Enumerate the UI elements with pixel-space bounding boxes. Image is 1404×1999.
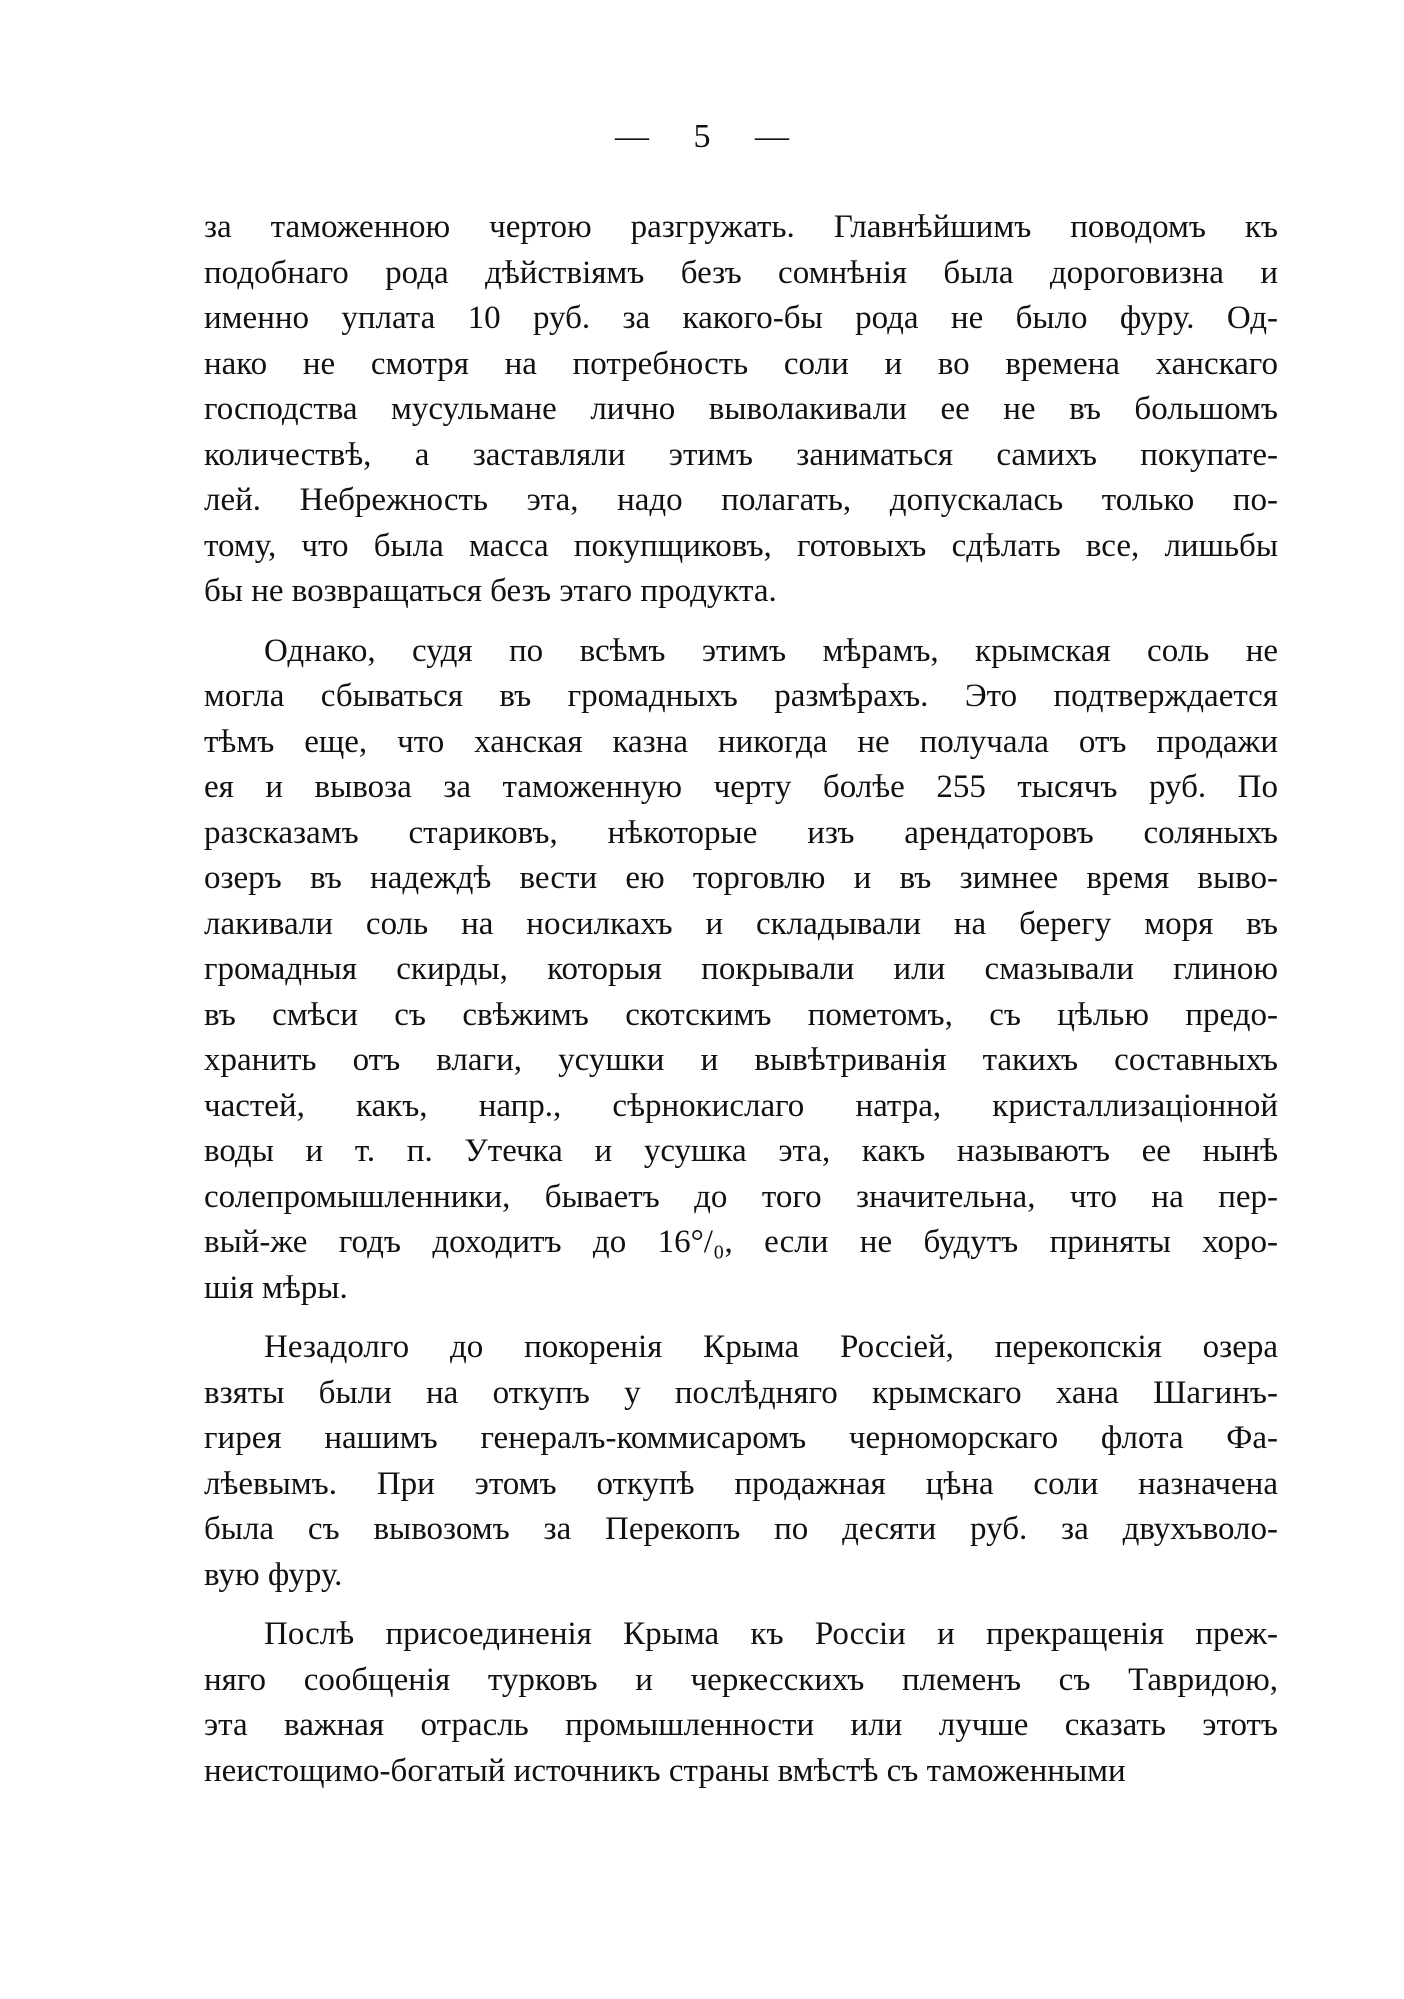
text-line: вый-же годъ доходитъ до 16°/₀, если не будутъ приняты хоро- xyxy=(204,1224,1278,1260)
header-dash-left: — xyxy=(615,118,649,155)
text-line: была съ вывозомъ за Перекопъ по десяти руб. за двухъволо- xyxy=(204,1511,1278,1547)
text-line: тому, что была масса покупщиковъ, готовыхъ сдѣлать все, лишьбы xyxy=(204,527,1278,564)
text-line: шія мѣры. xyxy=(204,1269,348,1306)
text-line: количествѣ, а заставляли этимъ заниматься самихъ покупате- xyxy=(204,436,1278,473)
page-header xyxy=(0,118,1404,156)
text-line: Незадолго до покоренія Крыма Россіей, перекопскія озера xyxy=(264,1329,1278,1365)
text-line: вую фуру. xyxy=(204,1556,343,1593)
text-line: тѣмъ еще, что ханская казна никогда не получала отъ продажи xyxy=(204,723,1278,760)
paragraph-gap xyxy=(204,615,1278,629)
text-line: лѣевымъ. При этомъ откупѣ продажная цѣна соли назначена xyxy=(204,1465,1278,1502)
text-line: частей, какъ, напр., сѣрнокислаго натра, кристаллизаціонной xyxy=(204,1087,1278,1124)
body-text xyxy=(204,205,1278,1794)
text-line: хранить отъ влаги, усушки и вывѣтриванія такихъ составныхъ xyxy=(204,1042,1278,1078)
paragraph-gap xyxy=(204,1598,1278,1612)
text-line: нако не смотря на потребность соли и во времена ханскаго xyxy=(204,345,1278,382)
text-line: озеръ въ надеждѣ вести ею торговлю и въ зимнее время выво- xyxy=(204,860,1278,896)
paragraph xyxy=(204,629,1278,1312)
text-line: лакивали соль на носилкахъ и складывали на берегу моря въ xyxy=(204,905,1278,942)
text-line: гирея нашимъ генералъ-коммисаромъ черноморскаго флота Фа- xyxy=(204,1420,1278,1456)
header-dash-right: — xyxy=(755,118,789,155)
paragraph xyxy=(204,1612,1278,1794)
text-line: воды и т. п. Утечка и усушка эта, какъ называютъ ее нынѣ xyxy=(204,1133,1278,1169)
text-line: солепромышленники, бываетъ до того значительна, что на пер- xyxy=(204,1178,1278,1215)
text-line: неистощимо-богатый источникъ страны вмѣстѣ съ таможенными xyxy=(204,1752,1126,1789)
text-line: эта важная отрасль промышленности или лучше сказать этотъ xyxy=(204,1707,1278,1743)
text-line: именно уплата 10 руб. за какого-бы рода не было фуру. Од- xyxy=(204,300,1278,336)
text-line: громадныя скирды, которыя покрывали или смазывали глиною xyxy=(204,951,1278,987)
text-line: въ смѣси съ свѣжимъ скотскимъ пометомъ, съ цѣлью предо- xyxy=(204,996,1278,1033)
text-line: могла сбываться въ громадныхъ размѣрахъ. Это подтверждается xyxy=(204,678,1278,714)
text-line: за таможенною чертою разгружать. Главнѣйшимъ поводомъ къ xyxy=(204,209,1278,245)
text-line: разсказамъ стариковъ, нѣкоторые изъ арендаторовъ соляныхъ xyxy=(204,814,1278,851)
text-line: лей. Небрежность эта, надо полагать, допускалась только по- xyxy=(204,482,1278,518)
text-line: Однако, судя по всѣмъ этимъ мѣрамъ, крымская соль не xyxy=(264,632,1278,669)
page-number: 5 xyxy=(693,118,711,155)
paragraph-gap xyxy=(204,1311,1278,1325)
text-line: ея и вывоза за таможенную черту болѣе 255 тысячъ руб. По xyxy=(204,769,1278,805)
text-line: Послѣ присоединенія Крыма къ Россіи и прекращенія преж- xyxy=(264,1616,1278,1652)
paragraph xyxy=(204,1325,1278,1598)
text-line: подобнаго рода дѣйствіямъ безъ сомнѣнія была дороговизна и xyxy=(204,254,1278,291)
text-line: няго сообщенія турковъ и черкесскихъ племенъ съ Тавридою, xyxy=(204,1661,1278,1698)
text-line: взяты были на откупъ у послѣдняго крымскаго хана Шагинъ- xyxy=(204,1374,1278,1411)
text-line: господства мусульмане лично выволакивали ее не въ большомъ xyxy=(204,391,1278,427)
paragraph xyxy=(204,205,1278,615)
text-line: бы не возвращаться безъ этаго продукта. xyxy=(204,573,777,609)
